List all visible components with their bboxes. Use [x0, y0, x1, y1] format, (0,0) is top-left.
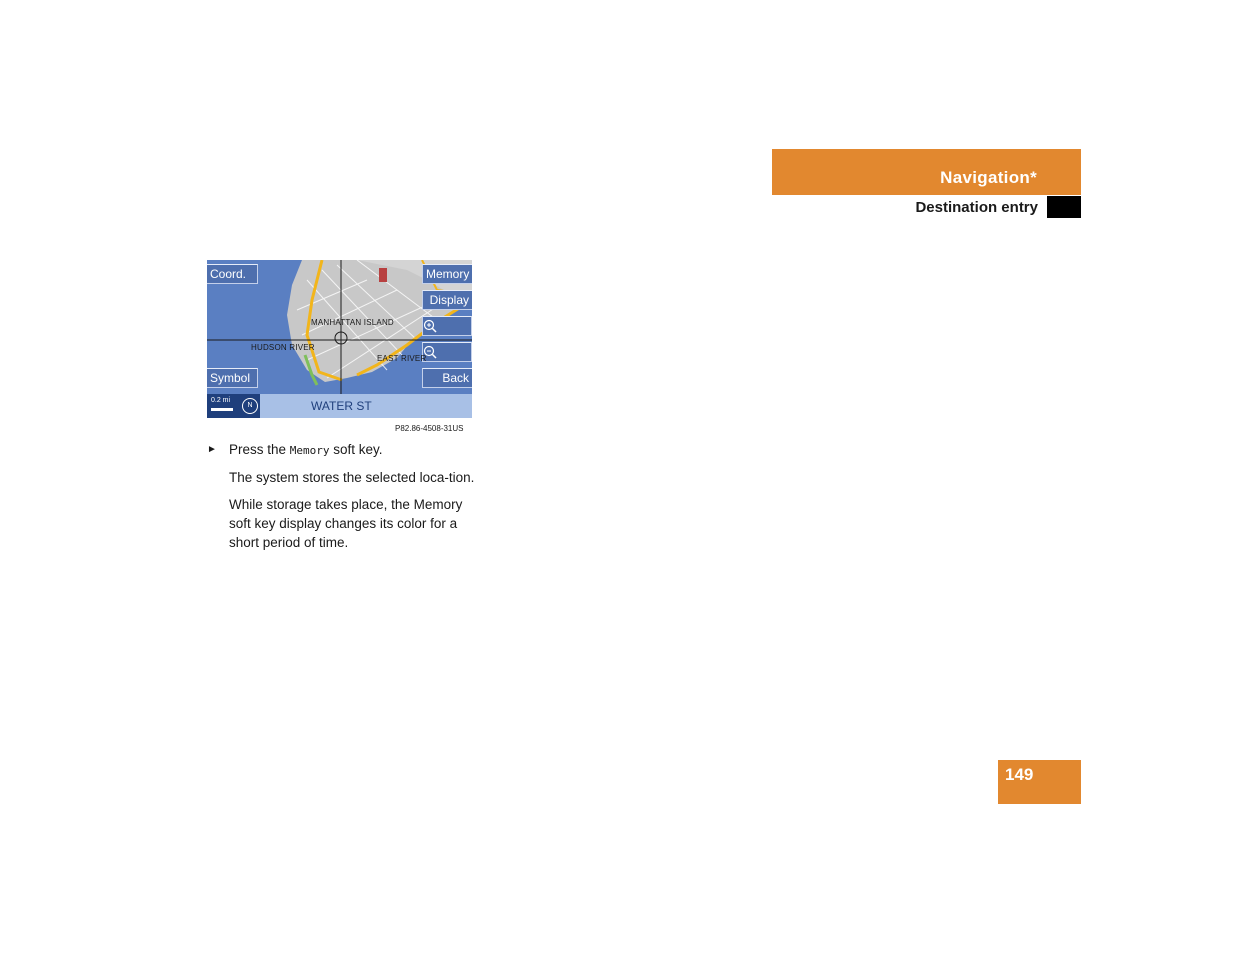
section-marker: [1047, 196, 1081, 218]
step-key: Memory: [289, 444, 330, 457]
scale-text: 0.2 mi: [211, 397, 231, 404]
compass-icon[interactable]: N: [242, 398, 258, 414]
section-title: Destination entry: [915, 199, 1038, 216]
map-label-hudson: HUDSON RIVER: [251, 343, 315, 352]
memory-softkey[interactable]: Memory: [422, 264, 472, 284]
step-suffix: soft key.: [329, 442, 383, 457]
back-softkey[interactable]: Back: [422, 368, 472, 388]
instruction-text: [207, 440, 477, 552]
symbol-softkey[interactable]: Symbol: [207, 368, 258, 388]
zoom-in-icon: [423, 319, 437, 333]
figure-caption: P82.86-4508-31US: [395, 424, 464, 433]
current-street: WATER ST: [311, 399, 372, 413]
page-number-box: [998, 760, 1081, 804]
display-softkey[interactable]: Display: [422, 290, 472, 310]
scale-indicator: [207, 394, 260, 418]
instruction-step: [207, 440, 477, 460]
page-number: 149: [1005, 765, 1034, 784]
result-paragraph: The system stores the selected loca-tion.: [229, 470, 475, 485]
status-bar: [207, 394, 472, 418]
map-label-manhattan: MANHATTAN ISLAND: [311, 318, 394, 327]
scale-bar: [211, 408, 233, 411]
map-label-east-river: EAST RIVER: [377, 354, 427, 363]
note-paragraph: While storage takes place, the Memory soft key display changes its color for a short period of time.: [229, 497, 463, 550]
triangle-bullet-icon: ►: [207, 444, 217, 455]
zoom-in-softkey[interactable]: [422, 316, 472, 336]
zoom-out-softkey[interactable]: [422, 342, 472, 362]
chapter-title: Navigation*: [940, 168, 1037, 187]
coord-softkey[interactable]: Coord.: [207, 264, 258, 284]
navigation-map-screen: [207, 260, 472, 418]
step-prefix: Press the: [229, 442, 290, 457]
chapter-header: [772, 149, 1081, 195]
landmark-marker: [379, 268, 387, 282]
